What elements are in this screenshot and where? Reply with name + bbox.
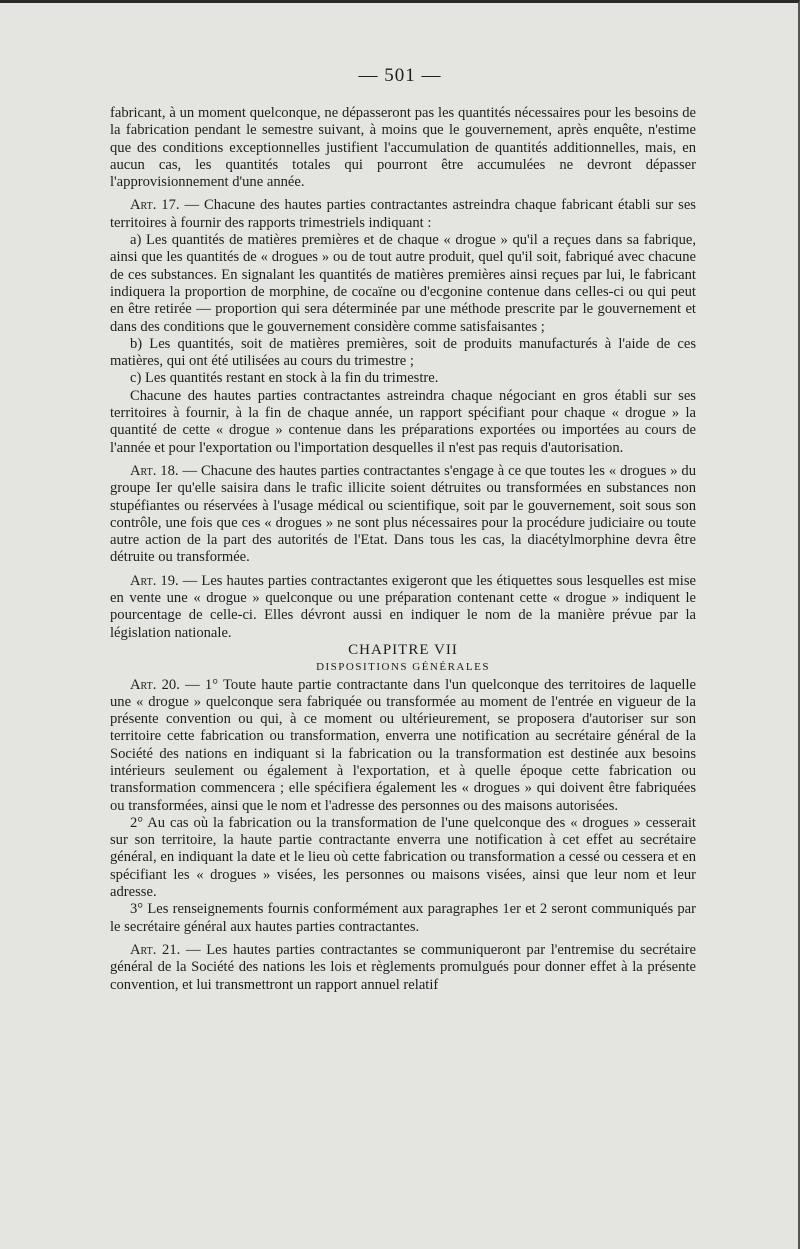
article-20-paragraph-2: 2° Au cas où la fabrication ou la transformation de l'une quelconque des « drogues » cesserait sur son territoire, la haute partie contractante enverra une notification à cet effet au secrétaire général, en indiquant la date et le lieu où cette fabrication ou transformation a cessé ou cessera et en spécifiant les « drogues » visées, les personnes ou maisons visées, ainsi que leur nom et leur adresse. <box>110 814 696 901</box>
article-20-paragraph-3: 3° Les renseignements fournis conformément aux paragraphes 1er et 2 seront communiqués par le secrétaire général aux hautes parties contractantes. <box>110 901 696 935</box>
article-19-text: — Les hautes parties contractantes exigeront que les étiquettes sous lesquelles est mise en vente une « drogue » quelconque ou une préparation contenant cette « drogue » indiquent le pourcentage de celle-ci. Elles dévront aussi en indiquer le nom de la manière prévue par la législation nationale. <box>110 572 696 641</box>
article-17-label: Art. 17. <box>130 197 180 214</box>
article-20-label: Art. 20. <box>130 676 180 693</box>
article-17-text: — Chacune des hautes parties contractantes astreindra chaque fabricant établi sur ses territoires à fournir des rapports trimestriels indiquant : <box>110 197 696 231</box>
article-20 <box>110 677 696 815</box>
paragraph-b: b) Les quantités, soit de matières premières, soit de produits manufacturés à l'aide de ces matières, qui ont été utilisées au cours du trimestre ; <box>110 335 696 370</box>
article-18 <box>110 463 696 567</box>
article-17 <box>110 197 696 232</box>
article-21-text: — Les hautes parties contractantes se communiqueront par l'entremise du secrétaire général de la Société des nations les lois et règlements promulgués pour donner effet à la présente convention, et lui transmettront un rapport annuel relatif <box>110 941 696 993</box>
paragraph-a: a) Les quantités de matières premières et de chaque « drogue » qu'il a reçues dans sa fabrique, ainsi que les quantités de « drogues » ou de tout autre produit, quel qu'il soit, fabriqué avec chacune de ces substances. En signalant les quantités de matières premières ainsi reçues par lui, le fabricant indiquera la proportion de morphine, de cocaïne ou d'ecgonine contenue dans celles-ci ou qui peut en être retirée — proportion qui sera déterminée par une méthode prescrite par le gouvernement et dans des conditions que le gouvernement considère comme satisfaisantes ; <box>110 232 696 335</box>
article-19-label: Art. 19. <box>130 572 179 589</box>
paragraph-grossiste: Chacune des hautes parties contractantes astreindra chaque négociant en gros établi sur ses territoires à fournir, à la fin de chaque année, un rapport spécifiant pour chaque « drogue » la quantité de cette « drogue » contenue dans les préparations exportées ou importées au cours de l'année et pour l'exportation ou l'importation desquelles il n'est pas requis d'autorisation. <box>110 387 696 456</box>
page-number: — 501 — <box>358 65 442 86</box>
article-18-label: Art. 18. <box>130 462 179 479</box>
article-21 <box>110 942 696 994</box>
article-19 <box>110 573 696 642</box>
paragraph-c: c) Les quantités restant en stock à la fin du trimestre. <box>130 370 439 387</box>
chapter-subtitle: DISPOSITIONS GÉNÉRALES <box>316 661 490 674</box>
article-20-text: — 1° Toute haute partie contractante dans l'un quelconque des territoires de laquelle une « drogue » quelconque sera fabriquée ou transformée au moment de l'entrée en vigueur de la présente convention ou qui, à ce moment ou ultérieurement, se proposera d'autoriser sur son territoire cette fabrication ou transformation, enverra une notification au secrétaire général de la Société des nations en indiquant si la fabrication ou la transformation est destinée aux besoins intérieurs seulement ou également à l'exportation, et à quelle époque cette fabrication ou transformation commencera ; elle spécifiera également les « drogues » qui doivent être fabriquées ou transformées, ainsi que le nom et l'adresse des personnes ou des maisons autorisées. <box>110 676 697 814</box>
article-21-label: Art. 21. <box>130 941 181 958</box>
article-18-text: — Chacune des hautes parties contractantes s'engage à ce que toutes les « drogues » du groupe Ier qu'elle saisira dans le trafic illicite soient détruites ou transformées en substances non stupéfiantes ou réservées à l'usage médical ou scientifique, soit par le gouvernement, soit sous son contrôle, une fois que ces « drogues » ne sont plus nécessaires pour la procédure judiciaire ou toute autre action de la part des autorités de l'Etat. Dans tous les cas, la diacétylmorphine devra être détruite ou transformée. <box>110 462 696 566</box>
chapter-title: CHAPITRE VII <box>348 641 458 658</box>
document-body <box>110 105 696 994</box>
paragraph-art16-continuation: fabricant, à un moment quelconque, ne dépasseront pas les quantités nécessaires pour les besoins de la fabrication pendant le semestre suivant, à moins que le gouvernement, après enquête, n'estime que des conditions exceptionnelles justifient l'accumulation de quantités additionnelles, mais, en aucun cas, les quantités totales qui pourront être accumulées ne devront dépasser l'approvisionnement d'une année. <box>110 105 696 191</box>
